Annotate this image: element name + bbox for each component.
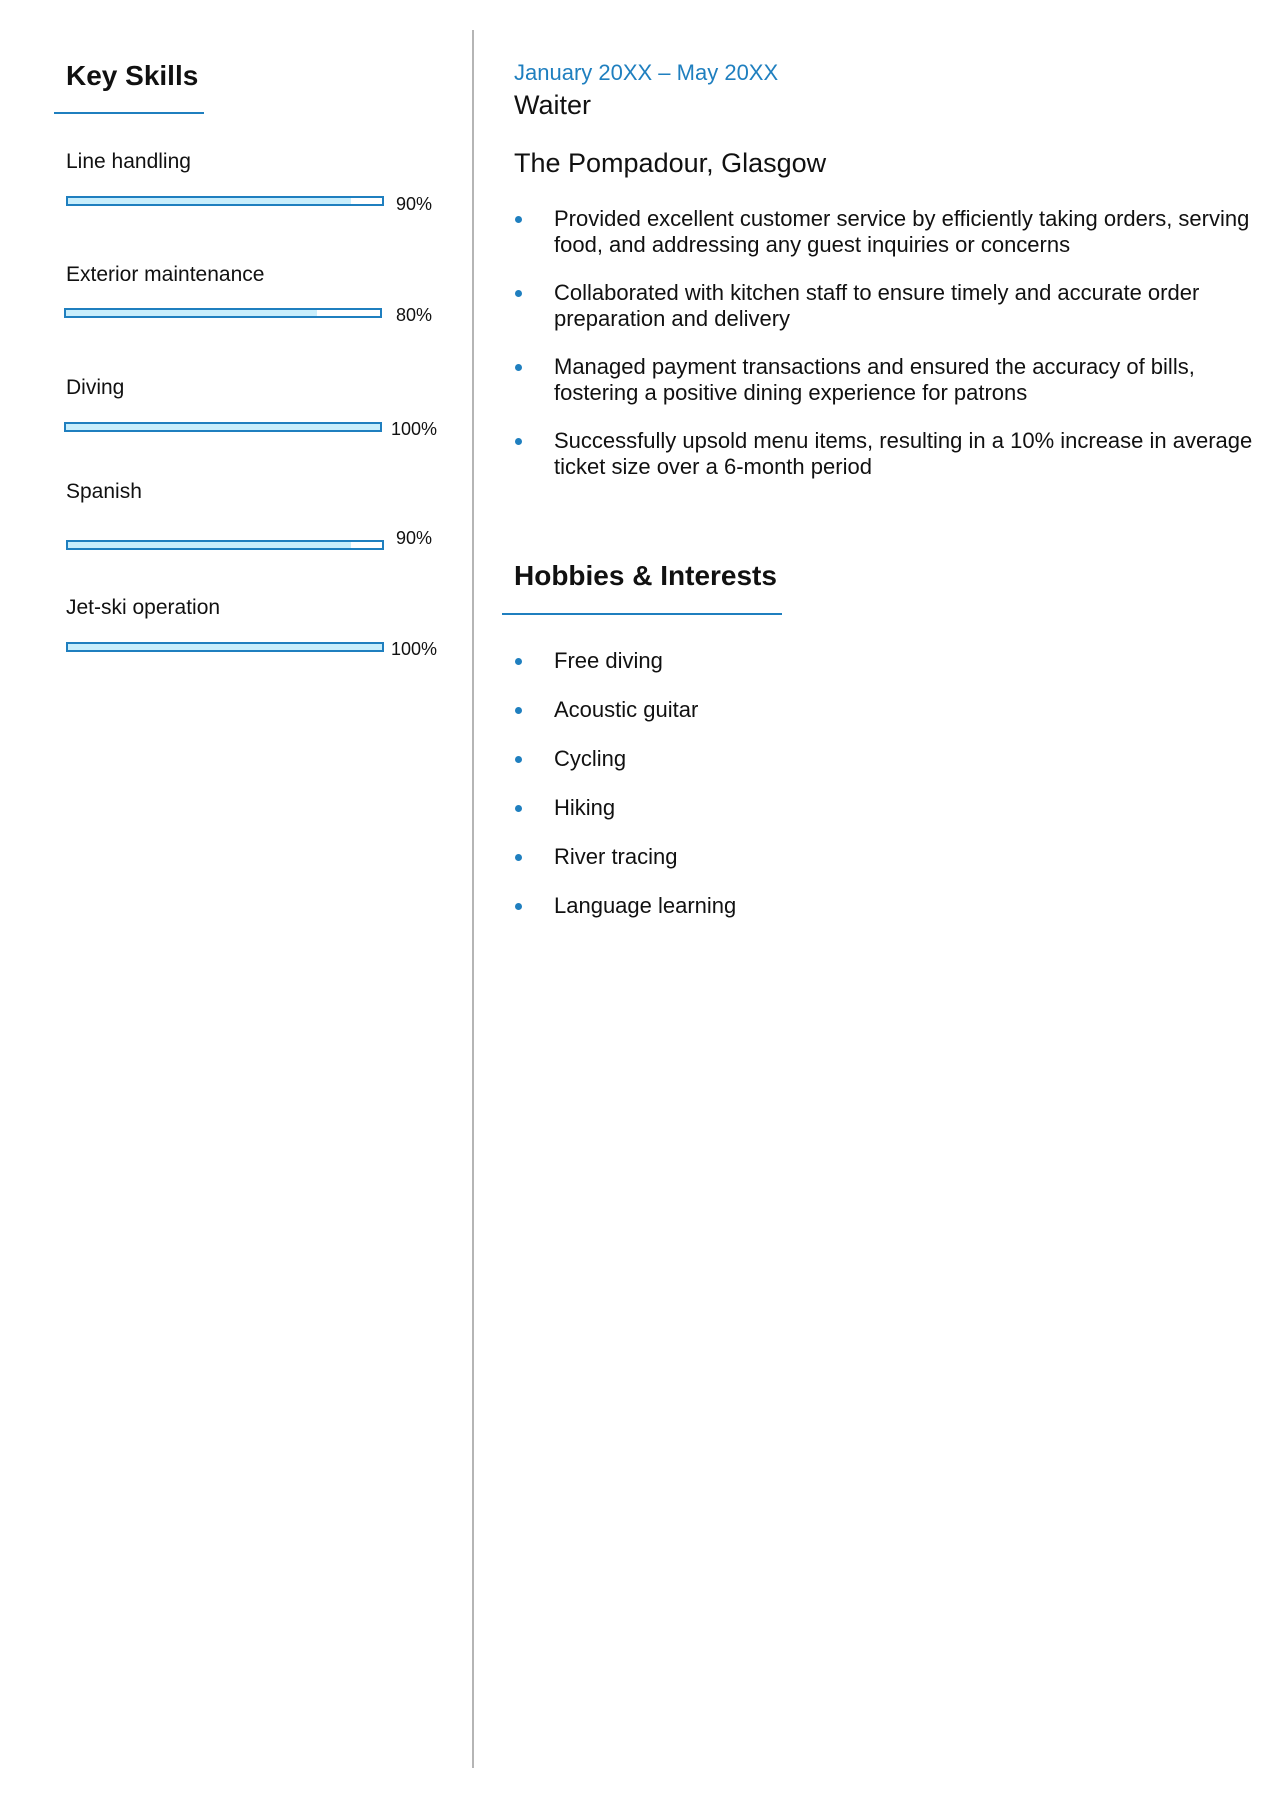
bullet-dot-icon bbox=[515, 903, 522, 910]
hobbies-list bbox=[514, 648, 1114, 942]
hobby-text: Free diving bbox=[554, 648, 663, 673]
skill-bar bbox=[64, 422, 382, 432]
skill-percent: 90% bbox=[396, 194, 433, 214]
job-title: Waiter bbox=[514, 90, 592, 120]
skill-label: Jet-ski operation bbox=[66, 596, 221, 619]
bullet-dot-icon bbox=[515, 805, 522, 812]
hobbies-heading-rule bbox=[502, 613, 782, 615]
job-bullet-text: Managed payment transactions and ensured the accuracy of bills, fostering a positive dining experience for patrons bbox=[554, 354, 1195, 405]
skill-item bbox=[0, 263, 470, 323]
bullet-dot-icon bbox=[515, 756, 522, 763]
bullet-dot-icon bbox=[515, 438, 522, 445]
key-skills-heading-rule bbox=[54, 112, 204, 114]
skill-item bbox=[0, 596, 470, 659]
skill-bar-fill bbox=[68, 542, 351, 548]
bullet-dot-icon bbox=[515, 854, 522, 861]
job-bullet bbox=[514, 354, 1254, 406]
skill-bar bbox=[64, 308, 382, 318]
skill-label: Diving bbox=[66, 376, 125, 399]
hobby-text: Cycling bbox=[554, 746, 627, 771]
job-bullets bbox=[514, 206, 1254, 502]
skill-percent: 100% bbox=[391, 639, 438, 659]
hobby-text: Language learning bbox=[554, 893, 737, 918]
hobbies-heading: Hobbies & Interests bbox=[514, 560, 777, 591]
skill-item bbox=[0, 376, 470, 439]
skill-bar-fill bbox=[68, 198, 351, 204]
hobby-item bbox=[514, 795, 1114, 821]
skill-label: Line handling bbox=[66, 150, 191, 173]
hobby-text: Hiking bbox=[554, 795, 616, 820]
job-bullet-text: Successfully upsold menu items, resulting in a 10% increase in average ticket size over a 6-month period bbox=[554, 428, 1253, 479]
hobby-item bbox=[514, 844, 1114, 870]
skill-label: Spanish bbox=[66, 480, 142, 503]
skill-item bbox=[0, 480, 470, 548]
bullet-dot-icon bbox=[515, 658, 522, 665]
skill-percent: 100% bbox=[391, 419, 438, 439]
skill-bar-fill bbox=[66, 424, 380, 430]
skill-bar bbox=[66, 540, 384, 550]
bullet-dot-icon bbox=[515, 364, 522, 371]
bullet-dot-icon bbox=[515, 290, 522, 297]
key-skills-heading: Key Skills bbox=[66, 60, 199, 91]
job-bullet-text: Collaborated with kitchen staff to ensure timely and accurate order preparation and delivery bbox=[554, 280, 1200, 331]
job-bullet bbox=[514, 206, 1254, 258]
hobby-item bbox=[514, 648, 1114, 674]
skill-bar bbox=[66, 196, 384, 206]
job-company: The Pompadour, Glasgow bbox=[514, 148, 827, 178]
skill-item bbox=[0, 150, 470, 214]
column-divider bbox=[472, 30, 474, 1768]
hobby-item bbox=[514, 893, 1114, 919]
job-bullet-text: Provided excellent customer service by efficiently taking orders, serving food, and addressing any guest inquiries or concerns bbox=[554, 206, 1250, 257]
hobby-item bbox=[514, 746, 1114, 772]
skill-bar bbox=[66, 642, 384, 652]
skill-percent: 80% bbox=[396, 305, 433, 325]
bullet-dot-icon bbox=[515, 216, 522, 223]
skill-percent: 90% bbox=[396, 528, 433, 548]
job-bullet bbox=[514, 428, 1254, 480]
bullet-dot-icon bbox=[515, 707, 522, 714]
job-date: January 20XX – May 20XX bbox=[514, 60, 779, 85]
hobby-item bbox=[514, 697, 1114, 723]
skill-bar-fill bbox=[66, 310, 317, 316]
hobby-text: Acoustic guitar bbox=[554, 697, 699, 722]
skill-label: Exterior maintenance bbox=[66, 263, 265, 286]
skill-bar-fill bbox=[68, 644, 382, 650]
hobby-text: River tracing bbox=[554, 844, 678, 869]
job-bullet bbox=[514, 280, 1254, 332]
